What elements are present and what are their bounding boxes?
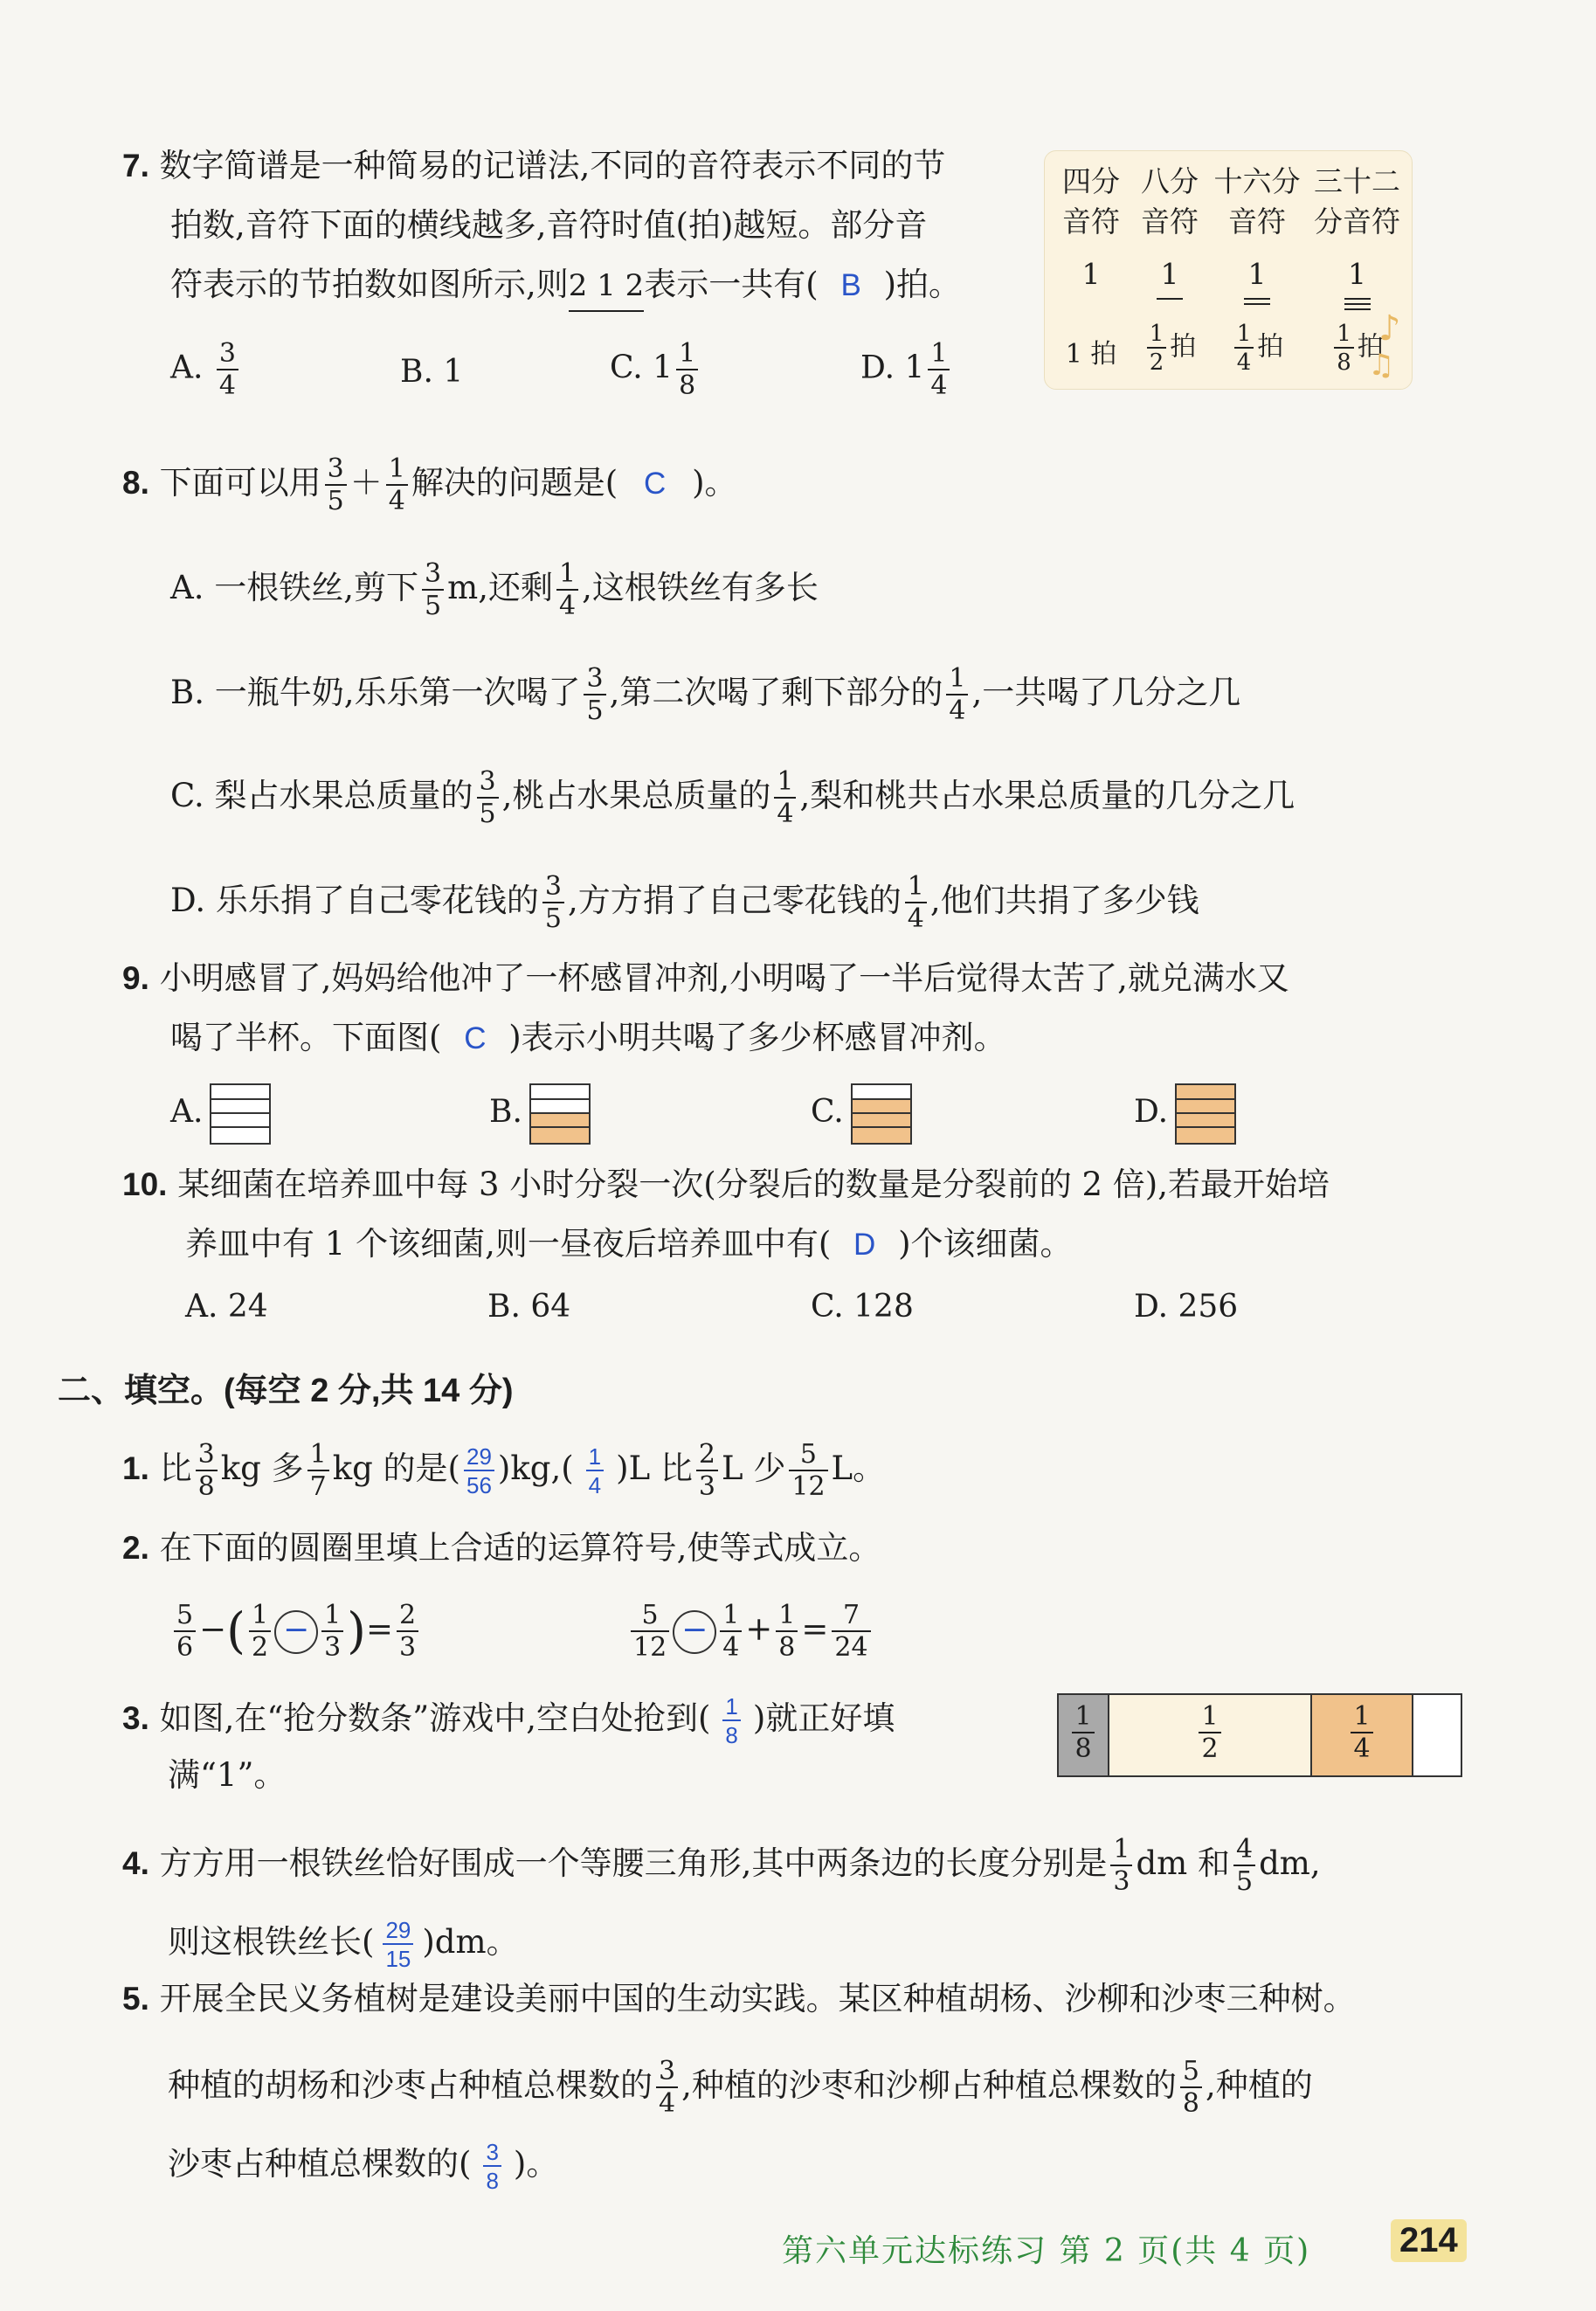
thirtysecond-note-digit: 1 [1307,254,1407,310]
f1-answer1: $\frac{29}{56}$ [464,1445,494,1497]
sixteenth-note-digit: 1 [1209,254,1305,305]
page-number: 214 [1391,2219,1467,2262]
cup-diagram-a [210,1083,271,1145]
q10-line2: 养皿中有 1 个该细菌,则一昼夜后培养皿中有( D )个该细菌。 [185,1225,1073,1263]
f2-circle1: − [274,1610,318,1654]
q10-line1: 10. 某细菌在培养皿中每 3 小时分裂一次(分裂后的数量是分裂前的 2 倍),若最开始培 [122,1166,1330,1203]
f1-line: 1. 比 $\frac{3}{8}$ kg 多 $\frac{1}{7}$ kg 的是( $\frac{29}{56}$ )kg,( $\frac{1}{4}$ )L 比 $\frac{2}{3}$ L 少 $\frac{5}{12}$ L。 [122,1439,886,1502]
q7-line3: 符表示的节拍数如图所示,则2 1 2 表示一共有( B )拍。 [170,264,961,312]
footer-text: 第六单元达标练习 第 2 页(共 4 页) [782,2233,1311,2269]
q7-notes: 2 1 2 [569,265,645,312]
note-legend-box: 四分 音符 八分 音符 十六分 音符 三十二 分音符 1 1 1 1 1 拍 $\frac{1}{2}$ 拍 $\frac{1}{4}$ 拍 $\frac{1}{8}$ 拍 ♪ ♫ [1044,150,1413,390]
q7-answer: B [840,268,861,302]
q7-option-b: B. 1 [400,354,464,390]
f2-equation2: $\frac{5}{12}$ − $\frac{1}{4}$ + $\frac{1}{8}$ = $\frac{7}{24}$ [627,1602,874,1661]
q9-option-d: D. [1134,1083,1236,1145]
cup-diagram-d [1175,1083,1236,1145]
f2-circle2: − [673,1610,716,1654]
q9-option-a: A. [170,1083,271,1145]
quarter-note-digit: 1 [1081,257,1101,291]
q7-option-d: D. 1 $\frac{1}{4}$ [860,341,953,399]
q10-answer: D [853,1228,876,1262]
music-notes-icon: ♫ [1368,348,1395,383]
q7-line2: 拍数,音符下面的横线越多,音符时值(拍)越短。部分音 [170,206,928,244]
section2-title: 二、填空。(每空 2 分,共 14 分) [58,1373,514,1409]
f5-answer: $\frac{3}{8}$ [483,2141,501,2192]
f5-line3: 沙枣占种植总棵数的( $\frac{3}{8}$ )。 [168,2139,559,2194]
q9-line1: 9. 小明感冒了,妈妈给他冲了一杯感冒冲剂,小明喝了一半后觉得太苦了,就兑满水又 [122,959,1289,997]
f2-stem: 2. 在下面的圆圈里填上合适的运算符号,使等式成立。 [122,1529,881,1567]
strip-cell-eighth: $\frac{1}{8}$ [1059,1695,1109,1775]
f3-line2: 满“1”。 [168,1756,287,1794]
music-note-icon: ♪ [1378,308,1401,349]
q9-option-c: C. [811,1083,912,1145]
eighth-note-digit: 1 [1130,254,1209,300]
f5-line1: 5. 开展全民义务植树是建设美丽中国的生动实践。某区种植胡杨、沙柳和沙枣三种树。 [122,1980,1356,2017]
q8-option-c: C. 梨占水果总质量的 $\frac{3}{5}$ ,桃占水果总质量的 $\frac{1}{4}$ ,梨和桃共占水果总质量的几分之几 [170,766,1295,829]
f2-equation1: $\frac{5}{6}$ −( $\frac{1}{2}$ − $\frac{1}{3}$ )= $\frac{2}{3}$ [170,1602,422,1661]
q7-line1: 7. 数字简谱是一种简易的记谱法,不同的音符表示不同的节 [122,147,946,184]
strip-cell-quarter: $\frac{1}{4}$ [1312,1695,1413,1775]
cup-diagram-c [851,1083,912,1145]
f3-answer: $\frac{1}{8}$ [722,1695,740,1747]
q9-option-b: B. [489,1083,591,1145]
strip-cell-half: $\frac{1}{2}$ [1109,1695,1312,1775]
q7-option-c: C. 1 $\frac{1}{8}$ [610,341,701,399]
f4-answer: $\frac{29}{15}$ [383,1919,413,1970]
q8-option-d: D. 乐乐捐了自己零花钱的 $\frac{3}{5}$ ,方方捐了自己零花钱的 $\frac{1}{4}$ ,他们共捐了多少钱 [170,871,1199,934]
f1-answer2: $\frac{1}{4}$ [586,1445,604,1497]
q9-line2: 喝了半杯。下面图( C )表示小明共喝了多少杯感冒冲剂。 [170,1019,1006,1056]
q10-option-b: B. 64 [487,1289,571,1325]
q8-option-a: A. 一根铁丝,剪下 $\frac{3}{5}$ m,还剩 $\frac{1}{4}$ ,这根铁丝有多长 [170,558,819,621]
q8-option-b: B. 一瓶牛奶,乐乐第一次喝了 $\frac{3}{5}$ ,第二次喝了剩下部分的 $\frac{1}{4}$ ,一共喝了几分之几 [170,663,1241,726]
f3-line1: 3. 如图,在“抢分数条”游戏中,空白处抢到( $\frac{1}{8}$ )就正好填 [122,1693,895,1748]
q10-option-c: C. 128 [811,1289,914,1325]
q10-option-a: A. 24 [185,1289,268,1325]
q9-answer: C [464,1021,487,1055]
q8-answer: C [644,467,667,501]
fraction-strip [1057,1693,1462,1777]
q8-stem: 8. 下面可以用 $\frac{3}{5}$ ＋ $\frac{1}{4}$ 解决的问题是( C )。 [122,453,737,516]
q7-option-a: A. $\frac{3}{4}$ [170,341,242,399]
f4-line2: 则这根铁丝长( $\frac{29}{15}$ )dm。 [168,1917,519,1972]
f5-line2: 种植的胡杨和沙枣占种植总棵数的 $\frac{3}{4}$ ,种植的沙枣和沙柳占种植总棵数的 $\frac{5}{8}$ ,种植的 [168,2056,1313,2119]
f4-line1: 4. 方方用一根铁丝恰好围成一个等腰三角形,其中两条边的长度分别是 $\frac{1}{3}$ dm 和 $\frac{4}{5}$ dm, [122,1834,1321,1897]
cup-diagram-b [529,1083,591,1145]
q10-option-d: D. 256 [1134,1289,1239,1325]
